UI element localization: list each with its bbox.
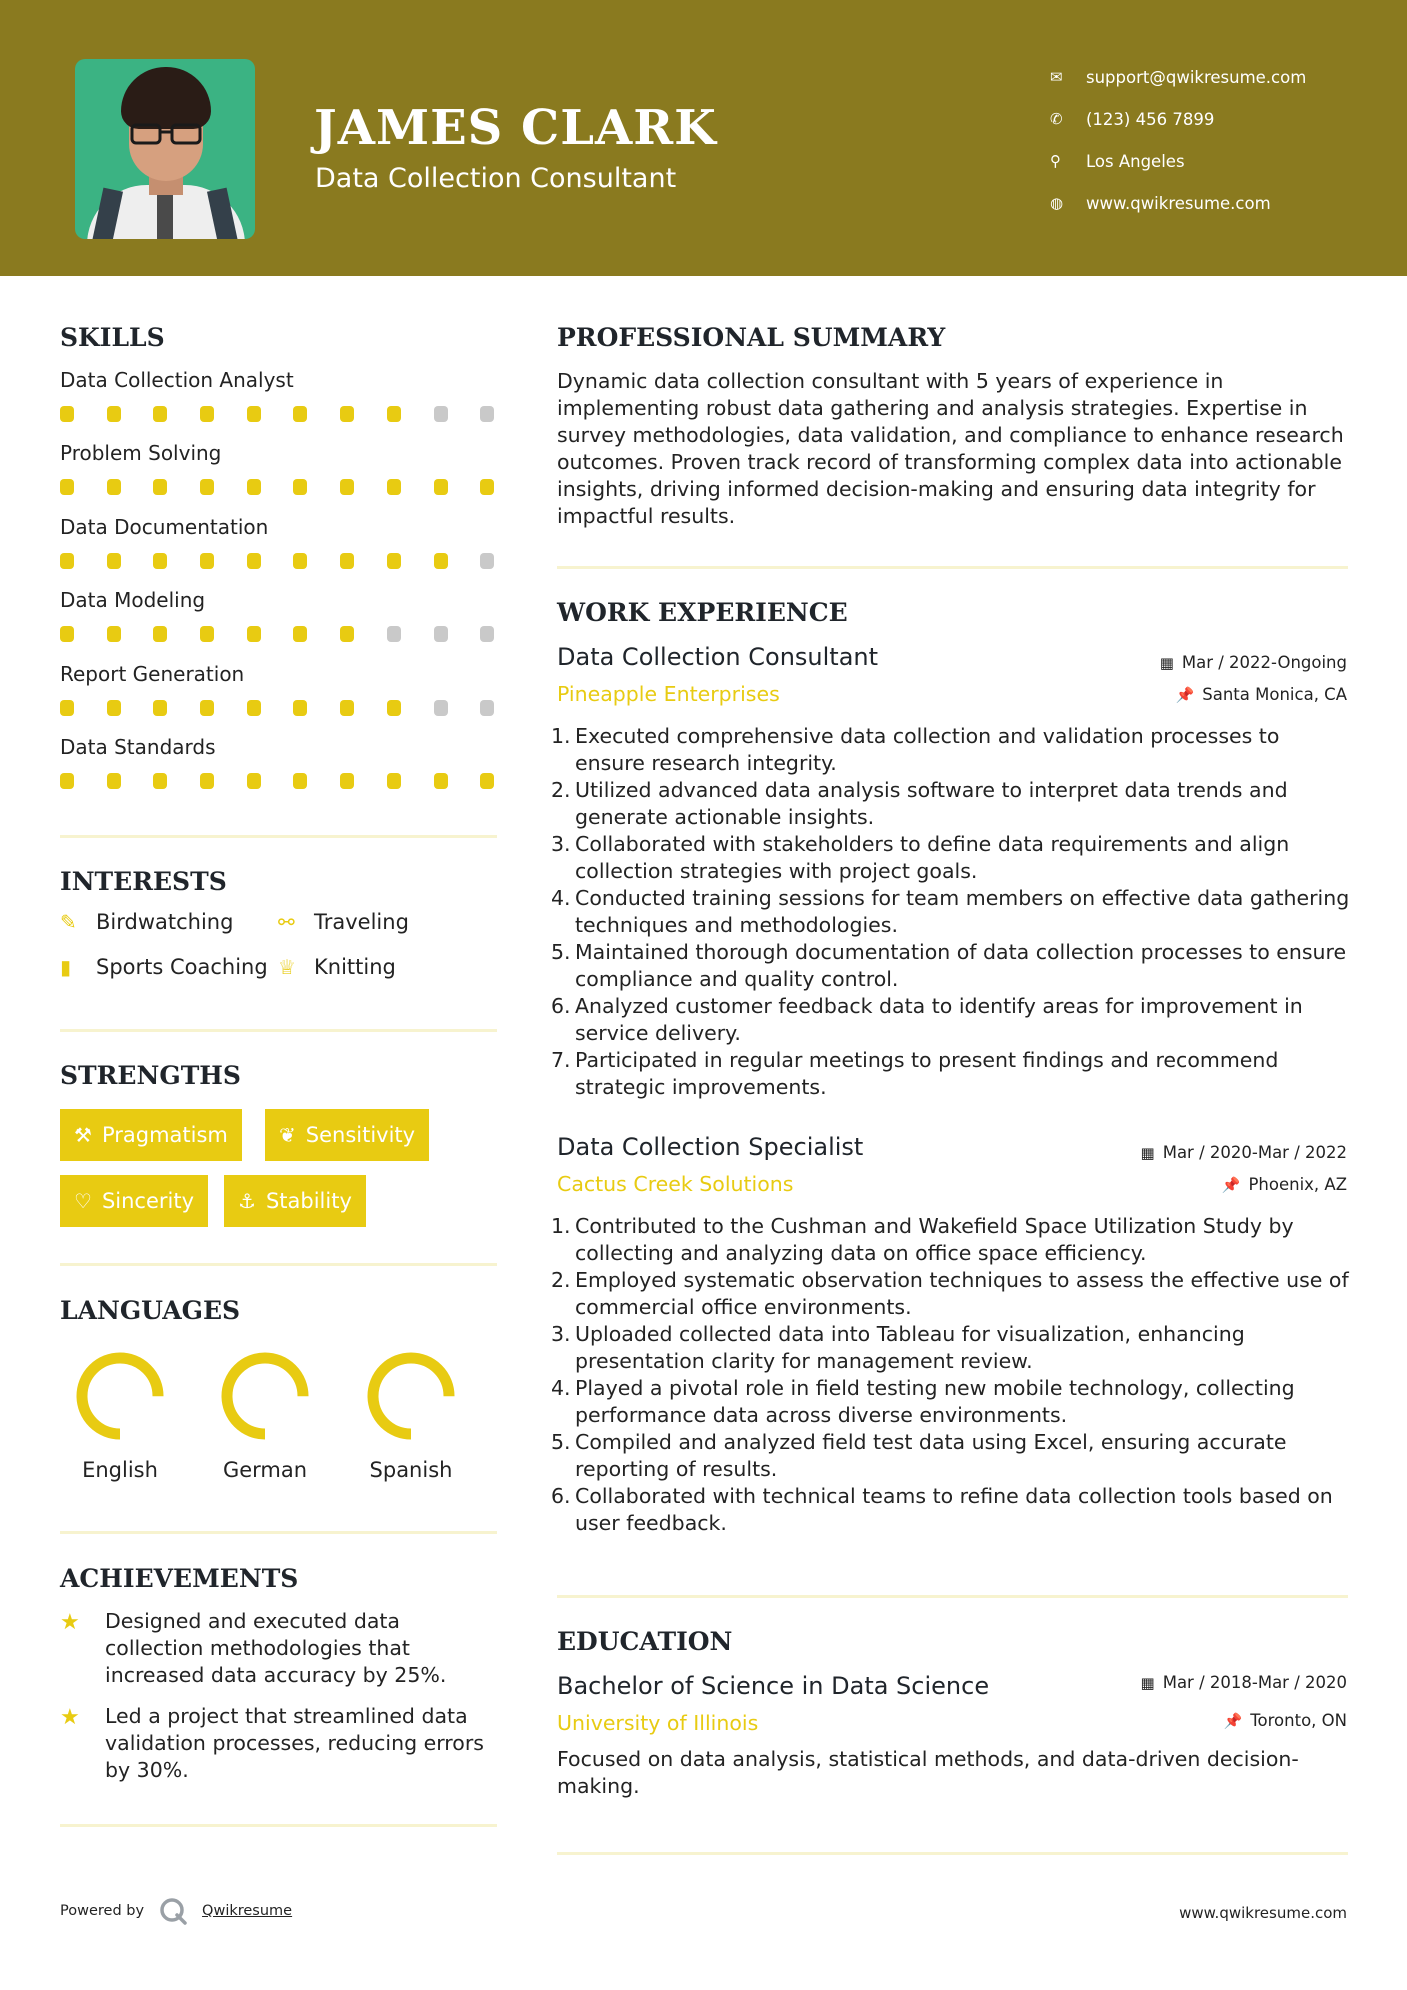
- rating-dot: [200, 626, 214, 642]
- skill-name: Data Documentation: [60, 514, 269, 539]
- list-item: 5. Compiled and analyzed field test data using Excel, ensuring accurate reporting of results.: [551, 1430, 1287, 1481]
- rating-dot: [247, 406, 261, 422]
- rating-dot: [107, 700, 121, 716]
- rating-dot: [60, 406, 74, 422]
- divider: [557, 566, 1348, 569]
- profile-photo: [75, 59, 255, 239]
- list-item: 2. Employed systematic observation techniques to assess the effective use of commercial office environments.: [551, 1268, 1349, 1319]
- phone-icon: ✆: [1050, 110, 1063, 128]
- divider: [557, 1595, 1348, 1598]
- calendar-icon: ▦: [1140, 1674, 1155, 1692]
- pin-icon: 📌: [1175, 686, 1195, 704]
- rating-dot: [480, 773, 494, 789]
- rating-dot: [60, 773, 74, 789]
- strength-tag: ⚒ Pragmatism: [60, 1109, 242, 1161]
- divider: [557, 1852, 1348, 1855]
- strength-tag: ⚓ Stability: [224, 1175, 366, 1227]
- achievement-item: ★ Designed and executed data collection methodologies that increased data accuracy by 25%.: [60, 1609, 447, 1687]
- language-name: Spanish: [369, 1458, 453, 1482]
- list-item: 7. Participated in regular meetings to present findings and recommend strategic improvements.: [551, 1048, 1279, 1099]
- rating-dot: [434, 773, 448, 789]
- rating-dot: [480, 553, 494, 569]
- skill-name: Problem Solving: [60, 441, 222, 466]
- rating-dot: [107, 553, 121, 569]
- rating-dot: [340, 553, 354, 569]
- rating-dot: [247, 773, 261, 789]
- divider: [60, 1263, 497, 1266]
- rating-dot: [387, 553, 401, 569]
- footer-powered-by: Powered by Qwikresume: [60, 1896, 292, 1926]
- rating-dot: [434, 553, 448, 569]
- globe-icon: ◍: [1050, 194, 1064, 212]
- rating-dot: [107, 773, 121, 789]
- divider: [60, 1531, 497, 1534]
- envelope-icon: ✉: [1050, 68, 1063, 86]
- binoculars-icon: ⚯: [278, 910, 295, 934]
- job-dates: ▦ Mar / 2022-Ongoing: [1159, 653, 1347, 672]
- rating-dot: [434, 406, 448, 422]
- rating-dot: [153, 700, 167, 716]
- rating-dot: [387, 626, 401, 642]
- job-title: Data Collection Specialist: [557, 1133, 864, 1161]
- calendar-icon: ▦: [1159, 654, 1174, 672]
- summary-text: Dynamic data collection consultant with 5 years of experience in implementing robust data gathering and analysis strategies. Expertise in survey methodologies, data validation, and compliance to enhance research outcomes. Proven track record of transforming complex data into actionable insights, driving informed decision-making and ensuring data integrity for impactful results.: [557, 369, 1344, 528]
- candidate-name: JAMES CLARK: [314, 100, 717, 156]
- job-dates: ▦ Mar / 2020-Mar / 2022: [1140, 1143, 1347, 1162]
- contact-phone[interactable]: ✆ (123) 456 7899: [1050, 109, 1215, 129]
- language-item: [60, 1348, 180, 1482]
- rating-dot: [293, 773, 307, 789]
- rating-dot: [434, 700, 448, 716]
- summary-heading: PROFESSIONAL SUMMARY: [557, 323, 946, 352]
- rating-dot: [480, 479, 494, 495]
- interests-heading: INTERESTS: [60, 867, 227, 896]
- job-bullets: [551, 723, 1351, 1101]
- skill-name: Data Modeling: [60, 588, 206, 613]
- school-name: University of Illinois: [557, 1711, 759, 1735]
- rating-dot: [434, 479, 448, 495]
- skill-name: Data Standards: [60, 735, 216, 759]
- calendar-icon: ▦: [1140, 1144, 1155, 1162]
- rating-dot: [247, 626, 261, 642]
- pin-icon: 📌: [1223, 1712, 1243, 1730]
- language-item: [351, 1348, 471, 1482]
- rating-dot: [107, 626, 121, 642]
- skill-rating: [60, 406, 527, 422]
- contact-list: [1050, 56, 1380, 224]
- contact-website[interactable]: ◍ www.qwikresume.com: [1050, 193, 1271, 213]
- heart-icon: ♡: [74, 1189, 92, 1213]
- rating-dot: [153, 479, 167, 495]
- interest-item: ♕ Knitting: [278, 955, 396, 979]
- achievements-heading: ACHIEVEMENTS: [60, 1564, 299, 1593]
- language-name: German: [222, 1458, 308, 1482]
- rating-dot: [200, 700, 214, 716]
- star-icon: ★: [60, 1705, 80, 1730]
- rating-dot: [293, 406, 307, 422]
- rating-dot: [247, 479, 261, 495]
- resume-header: [0, 0, 1407, 276]
- rating-dot: [60, 700, 74, 716]
- education-location: 📌 Toronto, ON: [1223, 1711, 1347, 1730]
- rating-dot: [340, 406, 354, 422]
- contact-location: ⚲ Los Angeles: [1050, 151, 1185, 171]
- rating-dot: [387, 700, 401, 716]
- degree-title: Bachelor of Science in Data Science: [557, 1672, 990, 1700]
- list-item: 6. Collaborated with technical teams to refine data collection tools based on user feedback.: [551, 1484, 1333, 1535]
- strength-tag: ♡ Sincerity: [60, 1175, 208, 1227]
- pencil-square-icon: ✎: [60, 910, 77, 934]
- rating-dot: [153, 773, 167, 789]
- gavel-icon: ⚒: [74, 1123, 92, 1147]
- skill-name: Report Generation: [60, 661, 245, 686]
- anchor-icon: ⚓: [238, 1189, 256, 1213]
- rating-dot: [200, 773, 214, 789]
- strength-tag: ❦ Sensitivity: [265, 1109, 429, 1161]
- education-heading: EDUCATION: [557, 1627, 733, 1656]
- list-item: 1. Contributed to the Cushman and Wakefield Space Utilization Study by collecting and analyzing data on office space efficiency.: [551, 1214, 1294, 1265]
- rating-dot: [293, 479, 307, 495]
- rating-dot: [293, 553, 307, 569]
- rating-dot: [387, 406, 401, 422]
- rating-dot: [60, 626, 74, 642]
- qwikresume-link[interactable]: Qwikresume: [202, 1903, 293, 1919]
- skill-rating: [60, 479, 527, 495]
- language-name: English: [82, 1458, 158, 1482]
- star-icon: ★: [60, 1610, 80, 1635]
- rating-dot: [340, 773, 354, 789]
- divider: [60, 1029, 497, 1032]
- language-level-ring: [363, 1348, 459, 1444]
- interest-item: ⚯ Traveling: [278, 910, 409, 934]
- rating-dot: [107, 406, 121, 422]
- rating-dot: [480, 626, 494, 642]
- achievement-item: ★ Led a project that streamlined data validation processes, reducing errors by 30%.: [60, 1704, 484, 1782]
- qwikresume-logo-icon: [158, 1896, 188, 1926]
- rating-dot: [247, 700, 261, 716]
- briefcase-icon: ▮: [60, 955, 72, 979]
- rating-dot: [153, 626, 167, 642]
- rating-dot: [480, 406, 494, 422]
- footer-website[interactable]: www.qwikresume.com: [1179, 1904, 1347, 1922]
- rating-dot: [340, 479, 354, 495]
- trophy-icon: ♕: [278, 955, 296, 979]
- job-location: 📌 Phoenix, AZ: [1221, 1175, 1347, 1194]
- pin-icon: 📌: [1221, 1176, 1241, 1194]
- languages-heading: LANGUAGES: [60, 1296, 241, 1325]
- rating-dot: [387, 479, 401, 495]
- rating-dot: [200, 479, 214, 495]
- rating-dot: [200, 406, 214, 422]
- rating-dot: [387, 773, 401, 789]
- company-name: Cactus Creek Solutions: [557, 1172, 794, 1196]
- rating-dot: [293, 626, 307, 642]
- interest-item: ✎ Birdwatching: [60, 910, 234, 934]
- language-level-ring: [72, 1348, 168, 1444]
- list-item: 4. Played a pivotal role in field testing new mobile technology, collecting performance data across diverse environments.: [551, 1376, 1295, 1427]
- candidate-title: Data Collection Consultant: [315, 163, 677, 194]
- rating-dot: [60, 553, 74, 569]
- skills-heading: SKILLS: [60, 323, 165, 352]
- rating-dot: [434, 626, 448, 642]
- rating-dot: [60, 479, 74, 495]
- skill-rating: [60, 553, 527, 569]
- list-item: 1. Executed comprehensive data collection and validation processes to ensure research integrity.: [551, 724, 1280, 775]
- interest-item: ▮ Sports Coaching: [60, 955, 268, 979]
- strengths-heading: STRENGTHS: [60, 1061, 241, 1090]
- list-item: 3. Collaborated with stakeholders to define data requirements and align collection strategies with project goals.: [551, 832, 1290, 883]
- map-pin-icon: ⚲: [1050, 152, 1061, 170]
- contact-email[interactable]: ✉ support@qwikresume.com: [1050, 67, 1307, 87]
- education-dates: ▦ Mar / 2018-Mar / 2020: [1140, 1673, 1347, 1692]
- list-item: 3. Uploaded collected data into Tableau for visualization, enhancing presentation clarity for management review.: [551, 1322, 1245, 1373]
- company-name: Pineapple Enterprises: [557, 682, 780, 706]
- rating-dot: [153, 406, 167, 422]
- skill-rating: [60, 626, 527, 642]
- rating-dot: [340, 700, 354, 716]
- list-item: 4. Conducted training sessions for team members on effective data gathering techniques and methodologies.: [551, 886, 1350, 937]
- divider: [60, 1824, 497, 1827]
- skill-rating: [60, 773, 527, 789]
- rating-dot: [153, 553, 167, 569]
- list-item: 6. Analyzed customer feedback data to identify areas for improvement in service delivery.: [551, 994, 1303, 1045]
- list-item: 5. Maintained thorough documentation of data collection processes to ensure compliance and quality control.: [551, 940, 1347, 991]
- rating-dot: [200, 553, 214, 569]
- rating-dot: [340, 626, 354, 642]
- rating-dot: [480, 700, 494, 716]
- job-bullets: [551, 1213, 1351, 1537]
- job-title: Data Collection Consultant: [557, 643, 879, 671]
- rating-dot: [293, 700, 307, 716]
- rating-dot: [247, 553, 261, 569]
- skill-name: Data Collection Analyst: [60, 368, 294, 392]
- work-heading: WORK EXPERIENCE: [557, 598, 848, 627]
- skill-rating: [60, 700, 527, 716]
- divider: [60, 835, 497, 838]
- language-level-ring: [217, 1348, 313, 1444]
- job-location: 📌 Santa Monica, CA: [1175, 685, 1347, 704]
- leaf-icon: ❦: [279, 1123, 296, 1147]
- language-item: [205, 1348, 325, 1482]
- rating-dot: [107, 479, 121, 495]
- list-item: 2. Utilized advanced data analysis software to interpret data trends and generate actionable insights.: [551, 778, 1288, 829]
- education-description: Focused on data analysis, statistical methods, and data-driven decision-making.: [557, 1747, 1299, 1798]
